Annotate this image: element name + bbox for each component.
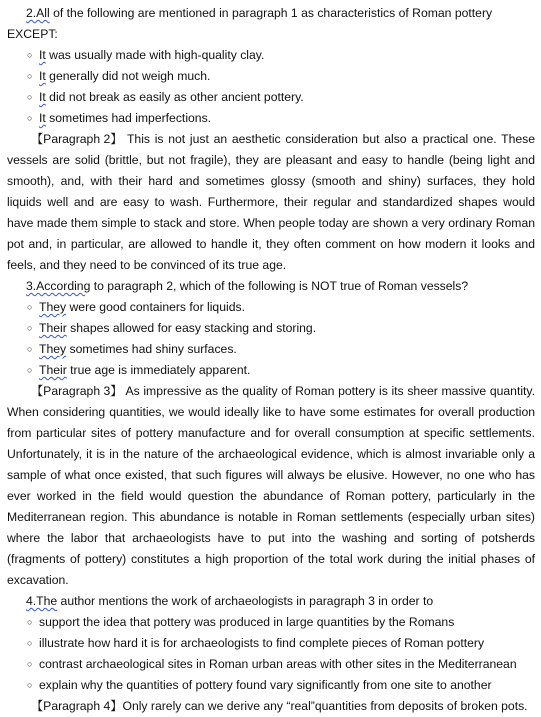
option-text: generally did not weigh much. [45,69,211,83]
question-2-stem [7,3,535,24]
paragraph-4-label: 【Paragraph 4】 [31,699,123,713]
option-lead-word: It [39,111,46,125]
question-2-number: 2.All [26,6,50,20]
question-2-option-c[interactable] [7,87,535,108]
radio-circle-icon[interactable]: ○ [27,323,33,333]
question-2-stem-text: of the following are mentioned in paragraph 1 as characteristics of Roman pottery [49,6,493,20]
question-4-option-d[interactable] [7,675,535,696]
option-lead-word: It [39,69,46,83]
question-4-option-c[interactable] [7,654,535,675]
paragraph-2-label: 【Paragraph 2】 [31,132,123,146]
paragraph-3-text: As impressive as the quality of Roman pottery is its sheer massive quantity. When considering quantities, we would ideally like to have some estimates for overall production from particular sites of pottery manufacture and for overall consumption at specific settlements. Unfortunately, it is in the nature of the archaeological evidence, which is almost invariable only a sample of what once existed, that such figures will always be elusive. However, no one who has ever worked in the field would question the abundance of Roman pottery, particularly in the Mediterranean region. This abundance is notable in Roman settlements (especially urban sites) where the labor that archaeologists have to put into the washing and sorting of potsherds (fragments of pottery) constitutes a high proportion of the total work during the initial phases of excavation. [7,384,535,587]
option-text: explain why the quantities of pottery found vary significantly from one site to another [39,678,492,692]
question-3-option-d[interactable] [7,360,535,381]
question-2-option-d[interactable] [7,108,535,129]
paragraph-3 [7,381,535,591]
question-4-stem-text: author mentions the work of archaeologists in paragraph 3 in order to [57,594,434,608]
question-3-number: 3.According [26,279,91,293]
option-lead-word: It [39,90,46,104]
question-2-stem-line2: EXCEPT: [7,27,58,41]
question-4-option-a[interactable] [7,612,535,633]
option-text: support the idea that pottery was produced in large quantities by the Romans [39,615,455,629]
question-3-option-a[interactable] [7,297,535,318]
question-4-number: 4.The [26,594,58,608]
question-3-stem-text: to paragraph 2, which of the following is NOT true of Roman vessels? [90,279,469,293]
paragraph-4 [7,696,535,717]
paragraph-2-text: This is not just an aesthetic consideration but also a practical one. These vessels are solid (brittle, but not fragile), they are pleasant and easy to handle (being light and smooth), and, with their hard and sometimes glossy (smooth and shiny) surfaces, they hold liquids well and are easy to wash. Furthermore, their regular and standardized shapes would have made them simple to stack and store. When people today are shown a very ordinary Roman pot and, in particular, are allowed to handle it, they often comment on how modern it looks and feels, and they need to be convinced of its true age. [7,132,535,272]
option-lead-word: They [39,300,67,314]
radio-circle-icon[interactable]: ○ [27,638,33,648]
question-3-option-c[interactable] [7,339,535,360]
option-text: true age is immediately apparent. [66,363,251,377]
question-3-option-b[interactable] [7,318,535,339]
option-text: sometimes had shiny surfaces. [66,342,237,356]
option-text: shapes allowed for easy stacking and storing. [66,321,317,335]
radio-circle-icon[interactable]: ○ [27,113,33,123]
question-4-stem [7,591,535,612]
option-lead-word: Their [39,363,67,377]
paragraph-2 [7,129,535,276]
radio-circle-icon[interactable]: ○ [27,365,33,375]
radio-circle-icon[interactable]: ○ [27,617,33,627]
option-text: was usually made with high-quality clay. [45,48,265,62]
radio-circle-icon[interactable]: ○ [27,71,33,81]
option-text: illustrate how hard it is for archaeologists to find complete pieces of Roman pottery [39,636,485,650]
question-2-option-b[interactable] [7,66,535,87]
radio-circle-icon[interactable]: ○ [27,659,33,669]
radio-circle-icon[interactable]: ○ [27,302,33,312]
paragraph-4-text: Only rarely can we derive any “real”quantities from deposits of broken pots. [122,699,528,713]
radio-circle-icon[interactable]: ○ [27,92,33,102]
option-text: contrast archaeological sites in Roman urban areas with other sites in the Mediterranean [39,657,517,671]
radio-circle-icon[interactable]: ○ [27,680,33,690]
question-4-option-b[interactable] [7,633,535,654]
radio-circle-icon[interactable]: ○ [27,50,33,60]
option-text: did not break as easily as other ancient pottery. [45,90,304,104]
question-2-option-a[interactable] [7,45,535,66]
option-lead-word: It [39,48,46,62]
option-text: were good containers for liquids. [66,300,245,314]
option-text: sometimes had imperfections. [45,111,212,125]
question-3-stem [7,276,535,297]
option-lead-word: They [39,342,67,356]
paragraph-3-label: 【Paragraph 3】 [31,384,123,398]
radio-circle-icon[interactable]: ○ [27,344,33,354]
option-lead-word: Their [39,321,67,335]
